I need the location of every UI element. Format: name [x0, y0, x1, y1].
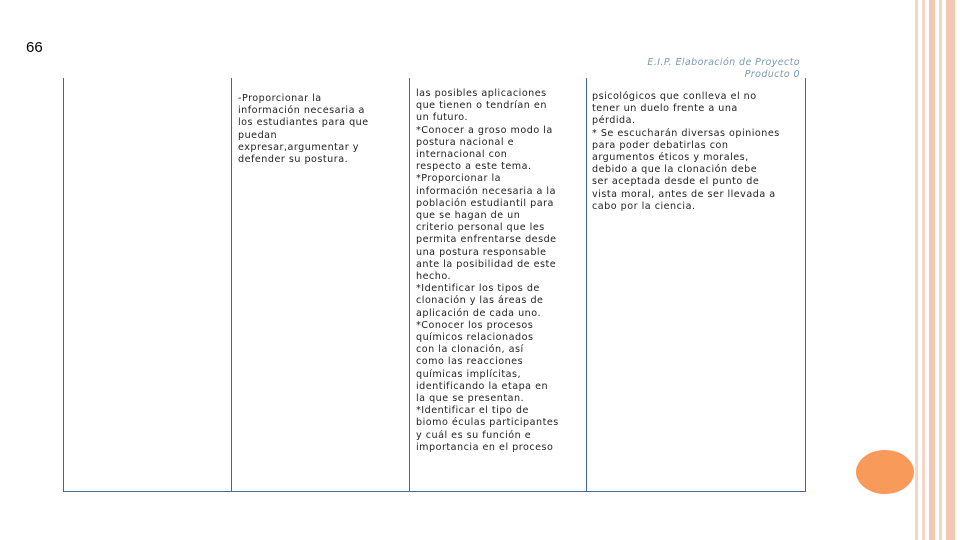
stripe — [915, 0, 918, 540]
column-2-text: -Proporcionar la información necesaria a los estudiantes para que puedan expresar,argumentar y defender su postura. — [238, 93, 369, 166]
table-column-2 — [231, 78, 409, 492]
column-4-text: psicológicos que conlleva el no tener un duelo frente a una pérdida. * Se escucharán diversas opiniones para poder debatirlas con argumentos éticos y morales, debido a que la clonación debe ser aceptada desde el punto de vista moral, antes de ser llevada a cabo por la ciencia. — [592, 91, 780, 212]
table-column-1 — [63, 78, 231, 492]
column-3-text: las posibles aplicaciones que tienen o tendrían en un futuro. *Conocer a groso modo la postura nacional e internacional con respecto a este tema. *Proporcionar la información necesaria a la población estudiantil para que se hagan de un criterio personal que les permita enfrentarse desde una postura responsable ante la posibilidad de este hecho. *Identificar los tipos de clonación y las áreas de aplicación de cada uno. *Conocer los procesos químicos relacionados con la clonación, así como las reacciones químicas implícitas, identificando la etapa en la que se presentan. *Identificar el tipo de biomo éculas participantes y cuál es su función e importancia en el proceso — [416, 88, 559, 453]
stripe — [929, 0, 935, 540]
stripe — [939, 0, 942, 540]
stripe — [946, 0, 955, 540]
header-title: E.I.P. Elaboración de Proyecto — [647, 57, 800, 68]
stripe — [922, 0, 925, 540]
objectives-table — [63, 78, 806, 492]
decorative-stripes — [915, 0, 960, 540]
table-column-4 — [586, 78, 806, 492]
slide-number: 66 — [26, 39, 43, 56]
header-subtitle: Producto 0 — [744, 69, 800, 80]
orange-circle-decoration — [856, 450, 914, 494]
table-column-3 — [409, 78, 586, 492]
